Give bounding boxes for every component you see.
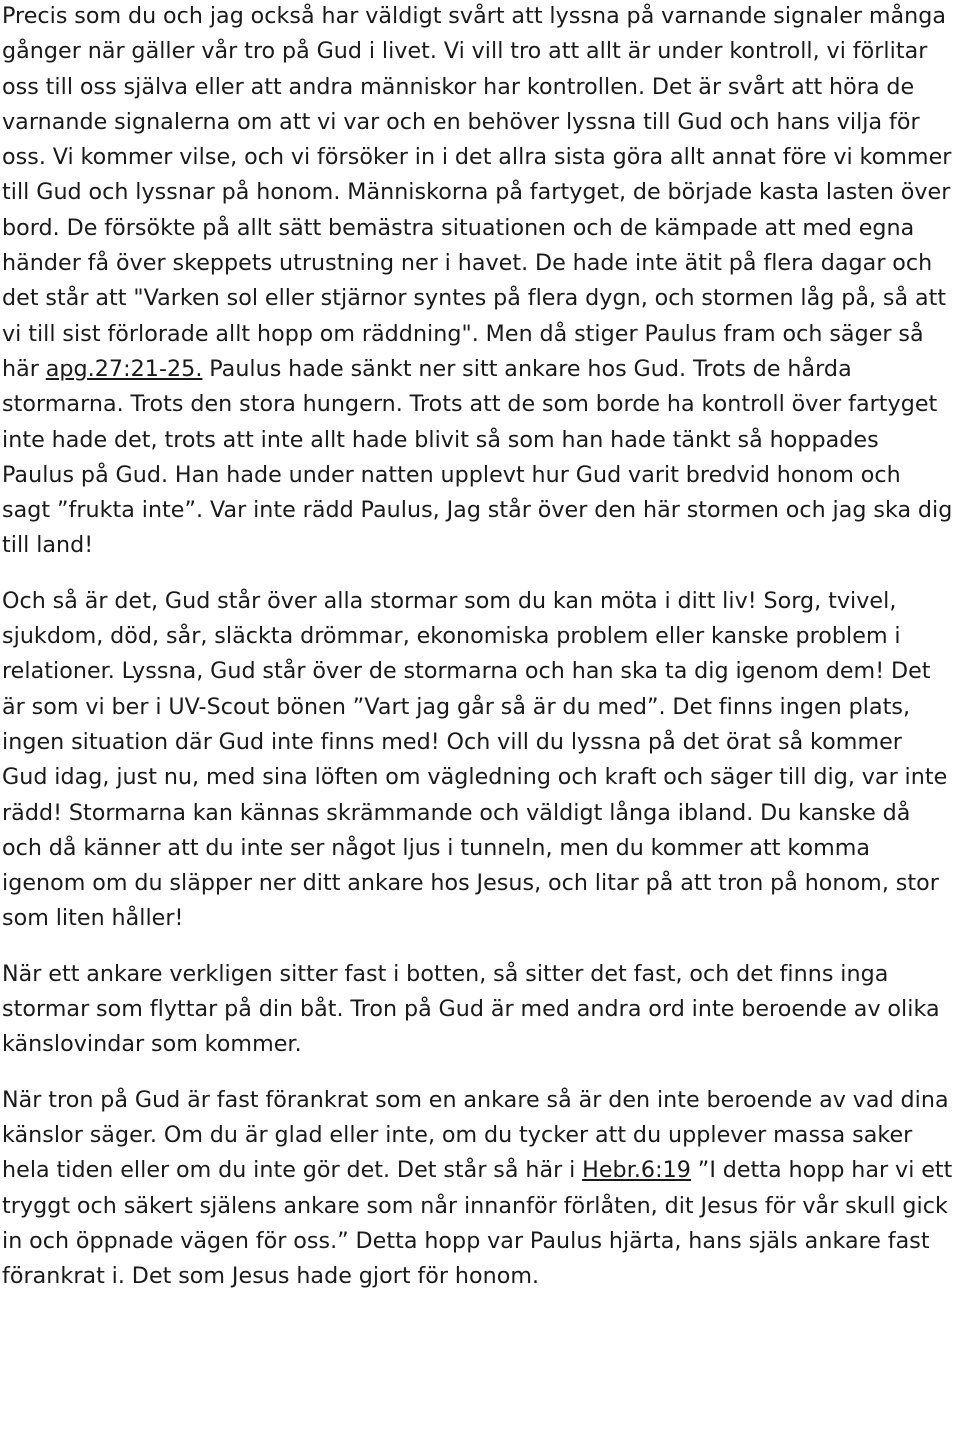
- bible-reference-link-hebr[interactable]: Hebr.6:19: [582, 1157, 691, 1184]
- paragraph-1: [2, 0, 954, 564]
- paragraph-2-text: Och så är det, Gud står över alla stormar som du kan möta i ditt liv! Sorg, tvivel, sjukdom, död, sår, släckta drömmar, ekonomiska problem eller kanske problem i relationer. Lyssna, Gud står över de stormarna och han ska ta dig igenom dem! Det är som vi ber i UV-Scout bönen ”Vart jag går så är du med”. Det finns ingen plats, ingen situation där Gud inte finns med! Och vill du lyssna på det örat så kommer Gud idag, just nu, med sina löften om vägledning och kraft och säger till dig, var inte rädd! Stormarna kan kännas skrämmande och väldigt långa ibland. Du kanske då och då känner att du inte ser något ljus i tunneln, men du kommer att komma igenom om du släpper ner ditt ankare hos Jesus, och litar på att tron på honom, stor som liten håller!: [2, 587, 948, 932]
- bible-reference-link-apg[interactable]: apg.27:21-25.: [45, 355, 203, 382]
- paragraph-3-text: När ett ankare verkligen sitter fast i botten, så sitter det fast, och det finns inga stormar som flyttar på din båt. Tron på Gud är med andra ord inte beroende av olika känslovindar som kommer.: [2, 960, 940, 1058]
- paragraph-3: [2, 957, 954, 1063]
- paragraph-1-text-2: Paulus hade sänkt ner sitt ankare hos Gud. Trots de hårda stormarna. Trots den stora hungern. Trots att de som borde ha kontroll över fartyget inte hade det, trots att inte allt hade blivit så som han hade tänkt så hoppades Paulus på Gud. Han hade under natten upplevt hur Gud varit bredvid honom och sagt ”frukta inte”. Var inte rädd Paulus, Jag står över den här stormen och jag ska dig till land!: [2, 355, 953, 559]
- paragraph-4-text-2: ”I detta hopp har vi ett tryggt och säkert själens ankare som når innanför förlåten, dit Jesus för vår skull gick in och öppnade vägen för oss.” Detta hopp var Paulus hjärta, hans själs ankare fast förankrat i. Det som Jesus hade gjort för honom.: [2, 1157, 953, 1290]
- paragraph-4: [2, 1083, 954, 1295]
- paragraph-1-text-1: Precis som du och jag också har väldigt svårt att lyssna på varnande signaler många gånger när gäller vår tro på Gud i livet. Vi vill tro att allt är under kontroll, vi förlitar oss till oss själva eller att andra människor har kontrollen. Det är svårt att höra de varnande signalerna om att vi var och en behöver lyssna till Gud och hans vilja för oss. Vi kommer vilse, och vi försöker in i det allra sista göra allt annat före vi kommer till Gud och lyssnar på honom. Människorna på fartyget, de började kasta lasten över bord. De försökte på allt sätt bemästra situationen och de kämpade att med egna händer få över skeppets utrustning ner i havet. De hade inte ätit på flera dagar och det står att "Varken sol eller stjärnor syntes på flera dygn, och stormen låg på, så att vi till sist förlorade allt hopp om räddning". Men då stiger Paulus fram och säger så här: [2, 3, 952, 382]
- paragraph-4-text-1: När tron på Gud är fast förankrat som en ankare så är den inte beroende av vad dina känslor säger. Om du är glad eller inte, om du tycker att du upplever massa saker hela tiden eller om du inte gör det. Det står så här i: [2, 1086, 949, 1184]
- paragraph-2: [2, 584, 954, 937]
